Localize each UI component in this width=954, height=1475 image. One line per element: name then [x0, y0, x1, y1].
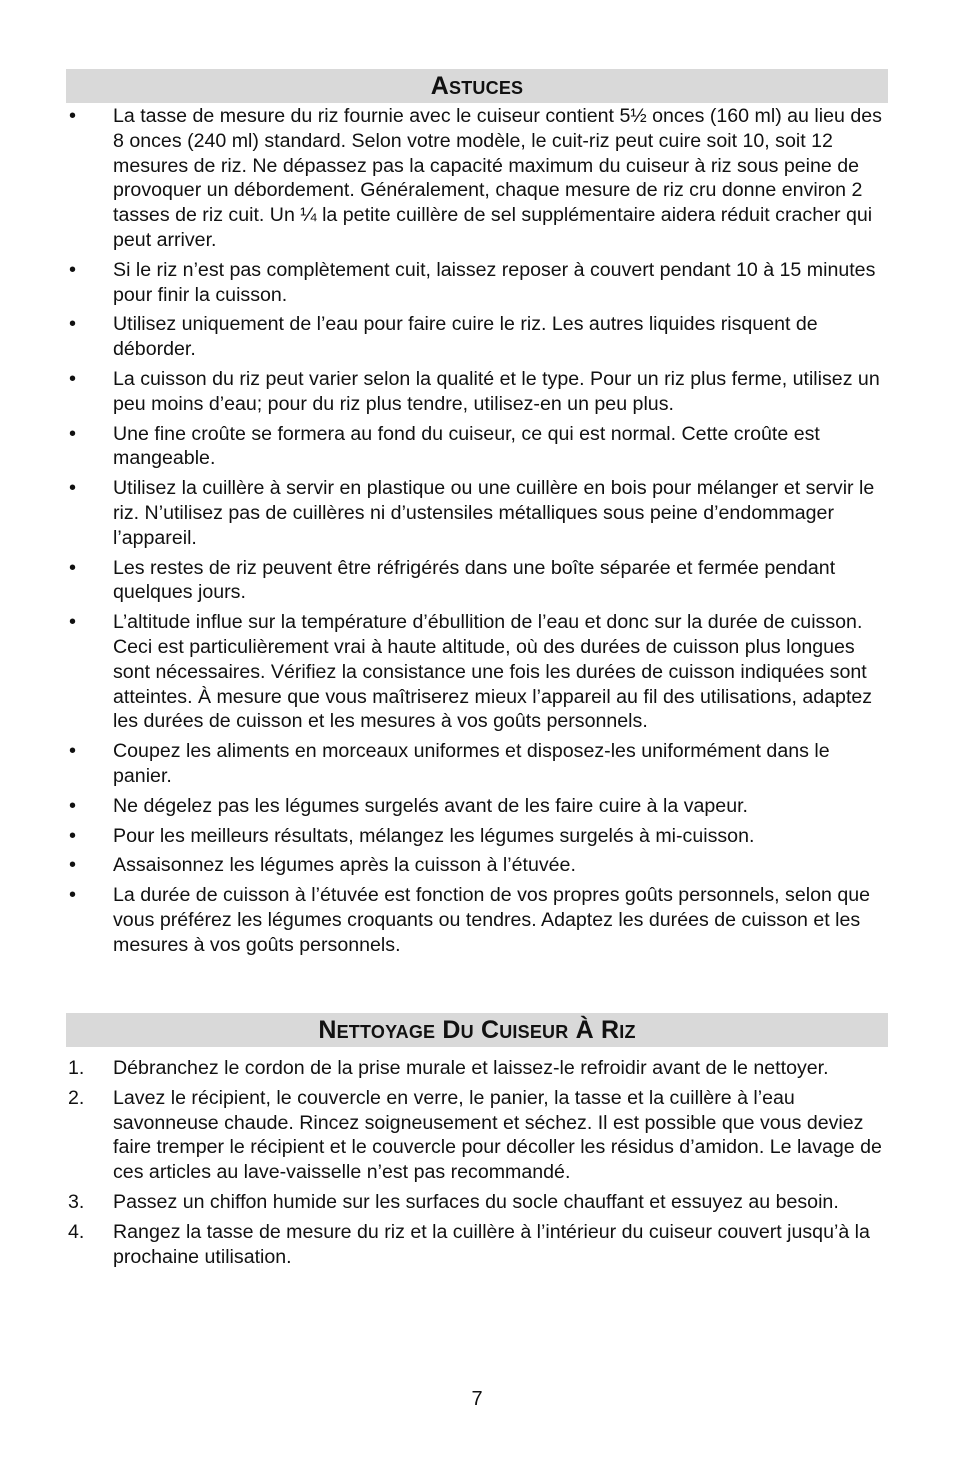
tip-item: [0, 610, 954, 734]
tip-text: L’altitude influe sur la température d’ébullition de l’eau et donc sur la durée de cuisson. Ceci est particulièrement vrai à haute altitude, où des durées de cuisson plus longues sont nécessaires. Vérifiez la consistance une fois les durées de cuisson indiquées sont atteintes. À mesure que vous maîtriserez mieux l’appareil au fil des utilisations, adaptez les durées de cuisson et les mesures à vos goûts personnels.: [113, 611, 873, 733]
tip-text: Utilisez uniquement de l’eau pour faire cuire le riz. Les autres liquides risquent de déborder.: [113, 313, 818, 361]
step-number: 4.: [68, 1220, 85, 1243]
cleaning-title: Nettoyage Du Cuiseur À Riz: [318, 1016, 636, 1044]
tips-section-header: [66, 69, 888, 103]
tip-text: La durée de cuisson à l’étuvée est fonction de vos propres goûts personnels, selon que vous préférez les légumes croquants ou tendres. Adaptez les durées de cuisson et les mesures à vos goûts personnels.: [113, 884, 871, 956]
bullet-icon: •: [69, 611, 77, 634]
bullet-icon: •: [69, 854, 77, 877]
bullet-icon: •: [69, 884, 77, 907]
tip-item: [0, 312, 954, 362]
tip-text: La tasse de mesure du riz fournie avec le cuiseur contient 5½ onces (160 ml) au lieu des 8 onces (240 ml) standard. Selon votre modèle, le cuit-riz peut cuire soit 10, soit 12 mesures de riz. Ne dépassez pas la capacité maximum du cuiseur à riz sous peine de provoquer un débordement. Généralement, chaque mesure de riz cru donne environ 2 tasses de riz cuit. Un ¼ la petite cuillère de sel supplémentaire aidera réduit cracher qui peut arriver.: [113, 105, 882, 251]
step-number: 2.: [68, 1086, 85, 1109]
tip-item: [0, 883, 954, 957]
step-text: Débranchez le cordon de la prise murale et laissez-le refroidir avant de le nettoyer.: [113, 1057, 829, 1079]
tip-item: [0, 258, 954, 308]
bullet-icon: •: [69, 367, 77, 390]
step-text: Rangez la tasse de mesure du riz et la cuillère à l’intérieur du cuiseur couvert jusqu’à la prochaine utilisation.: [113, 1220, 870, 1268]
cleaning-step: [0, 1056, 954, 1081]
bullet-icon: •: [69, 258, 77, 281]
tip-item: [0, 556, 954, 606]
cleaning-step: [0, 1190, 954, 1215]
tip-text: Pour les meilleurs résultats, mélangez les légumes surgelés à mi-cuisson.: [113, 824, 755, 847]
bullet-icon: •: [69, 105, 77, 127]
tip-item: [0, 476, 954, 550]
page-number: 7: [471, 1388, 483, 1410]
bullet-icon: •: [69, 556, 77, 579]
tip-text: Une fine croûte se formera au fond du cuiseur, ce qui est normal. Cette croûte est mangeable.: [113, 422, 820, 470]
tip-text: Coupez les aliments en morceaux uniformes et disposez-les uniformément dans le panier.: [113, 740, 830, 787]
tip-text: Si le riz n’est pas complètement cuit, laissez reposer à couvert pendant 10 à 15 minutes pour finir la cuisson.: [113, 258, 876, 306]
cleaning-steps-list: [0, 1056, 954, 1274]
bullet-icon: •: [69, 313, 77, 336]
tips-title: Astuces: [430, 72, 524, 100]
cleaning-step: [0, 1220, 954, 1270]
tip-item: [0, 853, 954, 878]
bullet-icon: •: [69, 824, 77, 847]
bullet-icon: •: [69, 477, 77, 500]
tip-item: [0, 367, 954, 417]
tip-item: [0, 739, 954, 789]
tip-text: Utilisez la cuillère à servir en plastique ou une cuillère en bois pour mélanger et servir le riz. N’utilisez pas de cuillères ni d’ustensiles métalliques sous peine d’endommager l’appareil.: [113, 477, 875, 549]
tip-text: Ne dégelez pas les légumes surgelés avant de les faire cuire à la vapeur.: [113, 794, 748, 817]
tip-item: [0, 422, 954, 472]
tip-item: [0, 104, 954, 253]
step-text: Lavez le récipient, le couvercle en verre, le panier, la tasse et la cuillère à l’eau savonneuse chaude. Rincez soigneusement et séchez. Il est possible que vous deviez faire tremper le récipient et le couvercle pour décoller les résidus d’amidon. Le lavage de ces articles au lave-vaisselle n’est pas recommandé.: [113, 1086, 882, 1184]
step-number: 1.: [68, 1057, 85, 1079]
tip-item: [0, 824, 954, 849]
bullet-icon: •: [69, 794, 77, 817]
cleaning-section-header: [66, 1013, 888, 1047]
step-text: Passez un chiffon humide sur les surfaces du socle chauffant et essuyez au besoin.: [113, 1190, 839, 1213]
bullet-icon: •: [69, 740, 77, 763]
tip-text: Assaisonnez les légumes après la cuisson à l’étuvée.: [113, 854, 576, 877]
tip-item: [0, 794, 954, 819]
bullet-icon: •: [69, 422, 77, 445]
step-number: 3.: [68, 1190, 85, 1213]
cleaning-step: [0, 1086, 954, 1185]
tip-text: Les restes de riz peuvent être réfrigérés dans une boîte séparée et fermée pendant quelques jours.: [113, 556, 836, 604]
tips-list: [0, 104, 954, 963]
tip-text: La cuisson du riz peut varier selon la qualité et le type. Pour un riz plus ferme, utilisez un peu moins d’eau; pour du riz plus tendre, utilisez-en un peu plus.: [113, 367, 880, 415]
